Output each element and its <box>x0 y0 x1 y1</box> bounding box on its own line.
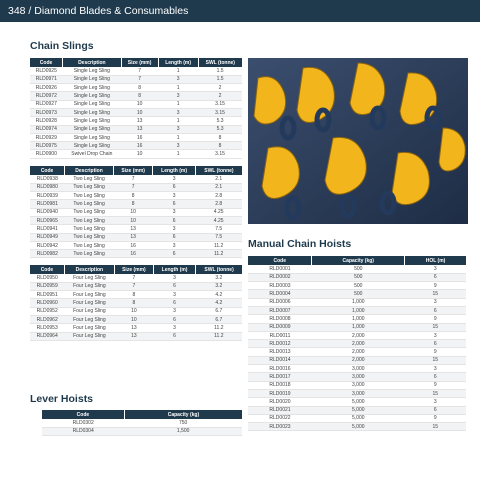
table-cell: 5.3 <box>198 117 242 125</box>
table-cell: Four Leg Sling <box>64 315 114 323</box>
table-row <box>30 175 242 183</box>
table-cell: 2 <box>198 84 242 92</box>
table-cell: RLD0002 <box>248 273 312 281</box>
table-cell: RLD0009 <box>248 323 312 331</box>
table-row <box>30 291 242 299</box>
table-row <box>30 274 242 282</box>
table-cell: 3,000 <box>312 365 405 373</box>
table-cell: 10 <box>114 315 153 323</box>
table-cell: 15 <box>405 356 466 364</box>
table-row <box>248 340 466 348</box>
table-cell: 13 <box>114 324 153 332</box>
table-cell: 8 <box>198 142 242 150</box>
table-cell: RLD0304 <box>42 427 124 435</box>
table-cell: RLD0938 <box>30 175 65 183</box>
column-header: SWL (tonne) <box>196 265 242 274</box>
table-row <box>30 108 242 116</box>
table-cell: 7 <box>113 175 152 183</box>
chain-slings-title: Chain Slings <box>30 40 94 52</box>
table-cell: 7 <box>113 183 152 191</box>
table-cell: 3 <box>153 225 195 233</box>
table-cell: Two Leg Sling <box>65 233 114 241</box>
table-row <box>30 315 242 323</box>
table-cell: 9 <box>405 348 466 356</box>
column-header: Code <box>30 58 63 67</box>
table-cell: 10 <box>121 100 158 108</box>
table-cell: 9 <box>405 315 466 323</box>
table-cell: RLD0017 <box>248 373 312 381</box>
table-cell: 8 <box>198 133 242 141</box>
table-cell: 13 <box>121 117 158 125</box>
column-header: HOL (m) <box>405 256 466 265</box>
table-cell: RLD0003 <box>248 282 312 290</box>
table-cell: RLD0975 <box>30 142 63 150</box>
table-cell: RLD0926 <box>30 84 63 92</box>
chain-sling-photo <box>248 58 468 224</box>
table-cell: Single Leg Sling <box>63 117 121 125</box>
table-cell: RLD0960 <box>30 299 64 307</box>
table-cell: RLD0972 <box>30 92 63 100</box>
table-row <box>30 307 242 315</box>
table-cell: 3 <box>153 291 195 299</box>
table-row <box>30 332 242 340</box>
table-cell: RLD0974 <box>30 125 63 133</box>
table-cell: RLD0949 <box>30 233 65 241</box>
table-cell: 6 <box>153 315 195 323</box>
table-cell: 8 <box>121 84 158 92</box>
table-cell: 16 <box>113 250 152 258</box>
table-cell: 13 <box>121 125 158 133</box>
chain-slings-two-leg-table <box>30 166 242 258</box>
manual-chain-hoists-table <box>248 256 466 431</box>
table-cell: Two Leg Sling <box>65 241 114 249</box>
table-cell: 2.1 <box>195 183 242 191</box>
table-cell: 8 <box>114 299 153 307</box>
table-cell: RLD0013 <box>248 348 312 356</box>
column-header: SWL (tonne) <box>198 58 242 67</box>
column-header: Description <box>65 166 114 175</box>
table-cell: Four Leg Sling <box>64 332 114 340</box>
table-cell: RLD0004 <box>248 290 312 298</box>
table-cell: 1 <box>158 150 198 158</box>
table-cell: 6 <box>153 200 195 208</box>
table-row <box>30 225 242 233</box>
table-cell: 9 <box>405 414 466 422</box>
table-cell: Two Leg Sling <box>65 175 114 183</box>
table-row <box>248 389 466 397</box>
table-row <box>30 200 242 208</box>
table-cell: Four Leg Sling <box>64 307 114 315</box>
table-cell: 13 <box>113 233 152 241</box>
table-cell: 3 <box>153 307 195 315</box>
table-row <box>30 117 242 125</box>
table-row <box>30 233 242 241</box>
table-cell: 15 <box>405 389 466 397</box>
table-cell: 3 <box>153 175 195 183</box>
manual-chain-hoists-title: Manual Chain Hoists <box>248 238 352 250</box>
table-cell: RLD0973 <box>30 108 63 116</box>
table-header-row <box>248 256 466 265</box>
lever-hoists-table <box>42 410 242 436</box>
table-row <box>30 125 242 133</box>
table-cell: 7 <box>114 282 153 290</box>
table-cell: RLD0022 <box>248 414 312 422</box>
table-cell: RLD0940 <box>30 208 65 216</box>
table-cell: RLD0953 <box>30 324 64 332</box>
table-cell: 7 <box>121 67 158 75</box>
table-cell: 11.2 <box>195 250 242 258</box>
table-cell: 7 <box>114 274 153 282</box>
table-row <box>30 183 242 191</box>
table-cell: RLD0900 <box>30 150 63 158</box>
table-cell: Single Leg Sling <box>63 100 121 108</box>
page-header <box>0 0 480 22</box>
table-cell: 3,000 <box>312 389 405 397</box>
table-row <box>248 406 466 414</box>
table-cell: RLD0001 <box>248 265 312 273</box>
table-cell: RLD0965 <box>30 216 65 224</box>
table-row <box>30 324 242 332</box>
table-cell: 2,000 <box>312 340 405 348</box>
table-cell: Swivel Drop Chain <box>63 150 121 158</box>
table-cell: 9 <box>405 381 466 389</box>
table-cell: RLD0939 <box>30 192 65 200</box>
table-cell: 7.5 <box>195 225 242 233</box>
table-cell: 11.2 <box>196 324 242 332</box>
table-row <box>248 282 466 290</box>
table-cell: 7.5 <box>195 233 242 241</box>
page-title: 348 / Diamond Blades & Consumables <box>8 5 189 17</box>
table-cell: 1 <box>158 133 198 141</box>
table-cell: Two Leg Sling <box>65 192 114 200</box>
table-cell: 7 <box>121 75 158 83</box>
table-cell: 3 <box>405 265 466 273</box>
table-cell: 15 <box>405 423 466 431</box>
column-header: Code <box>248 256 312 265</box>
table-cell: RLD0981 <box>30 200 65 208</box>
table-cell: 2,000 <box>312 356 405 364</box>
table-cell: Single Leg Sling <box>63 92 121 100</box>
table-cell: 6 <box>405 406 466 414</box>
table-cell: RLD0012 <box>248 340 312 348</box>
table-row <box>30 75 242 83</box>
table-row <box>248 365 466 373</box>
table-row <box>30 250 242 258</box>
table-cell: Single Leg Sling <box>63 142 121 150</box>
table-cell: 3 <box>158 142 198 150</box>
table-cell: 3.15 <box>198 108 242 116</box>
table-row <box>248 306 466 314</box>
table-cell: 10 <box>113 208 152 216</box>
table-cell: 2 <box>198 92 242 100</box>
table-cell: 1,000 <box>312 306 405 314</box>
table-cell: 6 <box>153 216 195 224</box>
table-cell: Four Leg Sling <box>64 324 114 332</box>
table-cell: 13 <box>114 332 153 340</box>
table-cell: 2,000 <box>312 348 405 356</box>
column-header: Size (mm) <box>121 58 158 67</box>
table-row <box>30 216 242 224</box>
table-cell: 1 <box>158 67 198 75</box>
table-cell: RLD0020 <box>248 398 312 406</box>
table-cell: 2.8 <box>195 200 242 208</box>
table-cell: 4.25 <box>195 208 242 216</box>
table-cell: 750 <box>124 419 242 427</box>
table-row <box>30 133 242 141</box>
table-cell: 3 <box>153 208 195 216</box>
table-cell: 3,000 <box>312 381 405 389</box>
chain-hooks-image <box>248 58 468 224</box>
table-cell: 1.5 <box>198 67 242 75</box>
table-cell: RLD0959 <box>30 282 64 290</box>
table-cell: RLD0021 <box>248 406 312 414</box>
table-cell: 6 <box>153 282 195 290</box>
table-cell: 3 <box>158 75 198 83</box>
table-cell: 16 <box>113 241 152 249</box>
table-cell: 4.25 <box>195 216 242 224</box>
table-cell: 8 <box>113 192 152 200</box>
table-cell: 3 <box>153 241 195 249</box>
table-cell: Single Leg Sling <box>63 84 121 92</box>
table-cell: Two Leg Sling <box>65 250 114 258</box>
table-row <box>42 427 242 435</box>
table-cell: Two Leg Sling <box>65 216 114 224</box>
table-cell: 3 <box>405 298 466 306</box>
column-header: Description <box>64 265 114 274</box>
table-cell: 5,000 <box>312 398 405 406</box>
table-row <box>248 356 466 364</box>
table-cell: 1,000 <box>312 298 405 306</box>
table-cell: 2.1 <box>195 175 242 183</box>
chain-slings-four-leg-table <box>30 265 242 341</box>
table-row <box>30 241 242 249</box>
table-row <box>248 348 466 356</box>
table-cell: RLD0023 <box>248 423 312 431</box>
table-cell: RLD0011 <box>248 331 312 339</box>
table-cell: 500 <box>312 282 405 290</box>
table-cell: 4.2 <box>196 299 242 307</box>
table-cell: 16 <box>121 133 158 141</box>
table-cell: 1 <box>158 100 198 108</box>
table-cell: 10 <box>121 108 158 116</box>
table-cell: RLD0007 <box>248 306 312 314</box>
table-cell: 11.2 <box>196 332 242 340</box>
table-cell: 3 <box>153 192 195 200</box>
table-row <box>30 299 242 307</box>
table-cell: Four Leg Sling <box>64 291 114 299</box>
table-row <box>30 84 242 92</box>
table-cell: 1,000 <box>312 323 405 331</box>
table-cell: 10 <box>113 216 152 224</box>
table-cell: 500 <box>312 290 405 298</box>
table-cell: Two Leg Sling <box>65 225 114 233</box>
column-header: Code <box>30 166 65 175</box>
table-cell: Four Leg Sling <box>64 282 114 290</box>
column-header: Length (m) <box>158 58 198 67</box>
table-cell: 1,000 <box>312 315 405 323</box>
table-cell: 500 <box>312 273 405 281</box>
table-row <box>30 282 242 290</box>
table-cell: Single Leg Sling <box>63 67 121 75</box>
table-cell: RLD0925 <box>30 67 63 75</box>
table-cell: 13 <box>113 225 152 233</box>
table-cell: RLD0929 <box>30 133 63 141</box>
table-row <box>248 414 466 422</box>
table-cell: 6 <box>153 183 195 191</box>
table-cell: 8 <box>114 291 153 299</box>
table-cell: Single Leg Sling <box>63 133 121 141</box>
table-cell: 5,000 <box>312 406 405 414</box>
table-cell: 6 <box>405 373 466 381</box>
table-cell: RLD0014 <box>248 356 312 364</box>
table-cell: 3 <box>153 324 195 332</box>
table-cell: RLD0019 <box>248 389 312 397</box>
table-row <box>248 323 466 331</box>
table-row <box>248 265 466 273</box>
table-cell: 3 <box>158 92 198 100</box>
table-cell: 3 <box>153 274 195 282</box>
table-cell: 8 <box>121 92 158 100</box>
table-cell: 1.5 <box>198 75 242 83</box>
table-cell: 8 <box>113 200 152 208</box>
table-cell: 500 <box>312 265 405 273</box>
table-cell: 6 <box>405 273 466 281</box>
table-row <box>30 67 242 75</box>
table-header-row <box>30 166 242 175</box>
table-cell: 15 <box>405 323 466 331</box>
table-cell: Single Leg Sling <box>63 75 121 83</box>
table-cell: Two Leg Sling <box>65 183 114 191</box>
table-row <box>30 150 242 158</box>
table-cell: 3.2 <box>196 282 242 290</box>
column-header: Size (mm) <box>114 265 153 274</box>
table-cell: 1,500 <box>124 427 242 435</box>
table-row <box>248 290 466 298</box>
table-cell: 3 <box>405 331 466 339</box>
column-header: Capacity (kg) <box>312 256 405 265</box>
table-header-row <box>30 265 242 274</box>
column-header: SWL (tonne) <box>195 166 242 175</box>
table-cell: 6 <box>153 299 195 307</box>
table-cell: 2.8 <box>195 192 242 200</box>
table-cell: 10 <box>121 150 158 158</box>
table-cell: 5,000 <box>312 414 405 422</box>
table-row <box>30 142 242 150</box>
table-row <box>248 398 466 406</box>
table-header-row <box>30 58 242 67</box>
column-header: Capacity (kg) <box>124 410 242 419</box>
table-cell: RLD0008 <box>248 315 312 323</box>
table-cell: RLD0980 <box>30 183 65 191</box>
table-header-row <box>42 410 242 419</box>
table-cell: 6.7 <box>196 315 242 323</box>
table-row <box>30 208 242 216</box>
table-row <box>30 100 242 108</box>
table-cell: RLD0962 <box>30 315 64 323</box>
table-row <box>248 273 466 281</box>
column-header: Code <box>42 410 124 419</box>
lever-hoists-title: Lever Hoists <box>30 393 94 405</box>
table-cell: 1 <box>158 117 198 125</box>
table-cell: 3.2 <box>196 274 242 282</box>
table-cell: 6 <box>153 332 195 340</box>
table-cell: RLD0016 <box>248 365 312 373</box>
table-cell: 3.15 <box>198 100 242 108</box>
table-cell: 15 <box>405 290 466 298</box>
column-header: Size (mm) <box>113 166 152 175</box>
table-cell: 5,000 <box>312 423 405 431</box>
table-cell: RLD0941 <box>30 225 65 233</box>
table-cell: 2,000 <box>312 331 405 339</box>
table-cell: RLD0964 <box>30 332 64 340</box>
table-row <box>30 192 242 200</box>
table-cell: 1 <box>158 84 198 92</box>
table-cell: RLD0951 <box>30 291 64 299</box>
table-row <box>248 373 466 381</box>
table-cell: RLD0006 <box>248 298 312 306</box>
column-header: Description <box>63 58 121 67</box>
table-cell: RLD0942 <box>30 241 65 249</box>
column-header: Length (m) <box>153 265 195 274</box>
table-cell: Four Leg Sling <box>64 299 114 307</box>
table-row <box>248 381 466 389</box>
table-cell: Single Leg Sling <box>63 108 121 116</box>
table-cell: Two Leg Sling <box>65 208 114 216</box>
table-cell: 4.2 <box>196 291 242 299</box>
table-cell: RLD0018 <box>248 381 312 389</box>
column-header: Length (m) <box>153 166 195 175</box>
table-cell: RLD0971 <box>30 75 63 83</box>
table-cell: RLD0928 <box>30 117 63 125</box>
table-cell: 3.15 <box>198 150 242 158</box>
table-cell: Two Leg Sling <box>65 200 114 208</box>
table-cell: 3 <box>158 125 198 133</box>
table-cell: 11.2 <box>195 241 242 249</box>
table-cell: 6 <box>405 340 466 348</box>
table-cell: RLD0982 <box>30 250 65 258</box>
column-header: Code <box>30 265 64 274</box>
table-cell: RLD0950 <box>30 274 64 282</box>
table-cell: 6.7 <box>196 307 242 315</box>
table-cell: 3 <box>158 108 198 116</box>
table-cell: 16 <box>121 142 158 150</box>
table-cell: Four Leg Sling <box>64 274 114 282</box>
table-cell: 9 <box>405 282 466 290</box>
table-cell: 6 <box>153 250 195 258</box>
table-row <box>248 298 466 306</box>
table-row <box>248 331 466 339</box>
table-cell: 6 <box>153 233 195 241</box>
chain-slings-single-leg-table <box>30 58 242 159</box>
table-cell: 3,000 <box>312 373 405 381</box>
table-row <box>30 92 242 100</box>
table-row <box>248 423 466 431</box>
table-cell: 6 <box>405 306 466 314</box>
table-cell: 10 <box>114 307 153 315</box>
table-cell: RLD0952 <box>30 307 64 315</box>
table-cell: 3 <box>405 365 466 373</box>
table-cell: 5.3 <box>198 125 242 133</box>
table-cell: RLD0302 <box>42 419 124 427</box>
table-cell: 3 <box>405 398 466 406</box>
table-cell: Single Leg Sling <box>63 125 121 133</box>
table-cell: RLD0927 <box>30 100 63 108</box>
table-row <box>42 419 242 427</box>
table-row <box>248 315 466 323</box>
